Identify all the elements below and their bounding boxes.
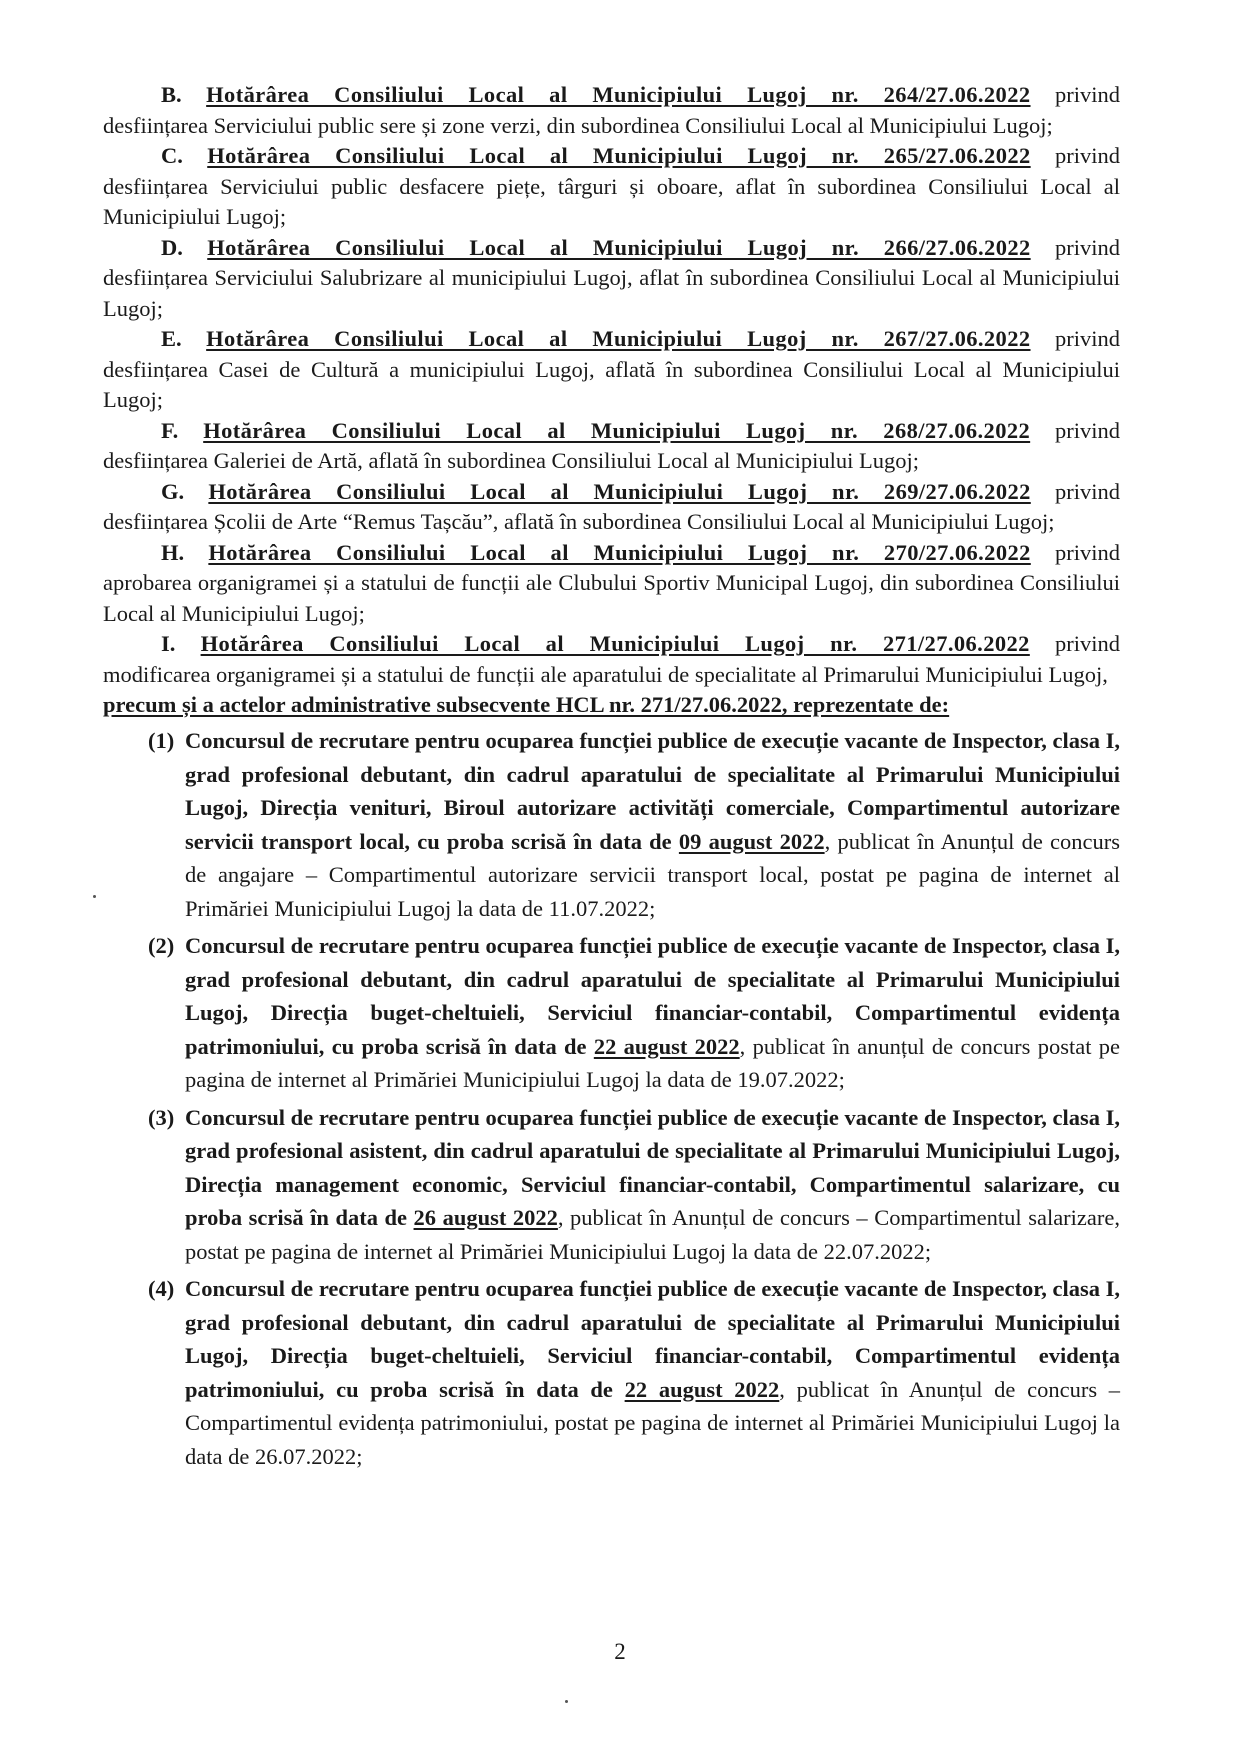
competition-item [103, 724, 1120, 925]
competition-item [103, 1101, 1120, 1269]
item-verb: privind [1055, 417, 1121, 443]
item-letter: E. [161, 326, 182, 351]
resolution-item [103, 416, 1120, 477]
resolution-reference: Hotărârea Consiliului Local al Municipiului Lugoj nr. 265/27.06.2022 [207, 143, 1031, 168]
competition-title: Concursul de recrutare pentru ocuparea funcției publice de execuție vacante de Inspector, clasa I, grad profesional asistent, din cadrul aparatului de specialitate al Primarului Municipiului Lugoj, Direcția management economic, Serviciul financiar-contabil, Compartimentul salarizare, cu proba scrisă în data de [185, 1104, 1120, 1230]
competition-details: , publicat în Anunțul de concurs – Compartimentul evidența patrimoniului, postat pe pagina de internet al Primăriei Municipiului Lugoj la data de 26.07.2022; [185, 1376, 1121, 1469]
item-letter: H. [161, 539, 185, 565]
scan-speck [93, 895, 96, 898]
competition-number: (4) [148, 1276, 175, 1301]
resolution-description: desființarea Serviciului public sere și zone verzi, din subordinea Consiliului Local al Municipiului Lugoj; [103, 112, 1053, 138]
section-heading: precum și a actelor administrative subsecvente HCL nr. 271/27.06.2022, reprezentate de: [103, 692, 950, 717]
competition-item [103, 929, 1120, 1097]
resolution-item [103, 324, 1120, 416]
competition-date: 26 august 2022 [413, 1205, 558, 1230]
page-number: 2 [614, 1639, 626, 1664]
resolution-item [103, 80, 1120, 141]
competition-number: (1) [148, 728, 175, 753]
item-verb: privind [1055, 478, 1120, 504]
resolution-description: modificarea organigramei și a statului de funcții ale aparatului de specialitate al Primarului Municipiului Lugoj, [103, 661, 1108, 687]
item-verb: privind [1055, 82, 1121, 107]
item-letter: F. [161, 417, 179, 443]
competition-item [103, 1272, 1120, 1473]
document-body [103, 80, 1120, 1473]
resolution-item [103, 629, 1120, 690]
resolution-reference: Hotărârea Consiliului Local al Municipiului Lugoj nr. 264/27.06.2022 [206, 82, 1031, 107]
resolution-reference: Hotărârea Consiliului Local al Municipiului Lugoj nr. 266/27.06.2022 [207, 234, 1031, 260]
resolution-description: aprobarea organigramei și a statului de funcții ale Clubului Sportiv Municipal Lugoj, din subordinea Consiliului Local al Municipiului Lugoj; [103, 570, 1120, 626]
resolution-description: desființarea Galeriei de Artă, aflată în subordinea Consiliului Local al Municipiului Lugoj; [103, 448, 920, 473]
competition-date: 22 august 2022 [624, 1376, 780, 1402]
competition-date: 09 august 2022 [678, 828, 825, 854]
resolution-item [103, 477, 1120, 538]
item-letter: I. [161, 631, 176, 656]
resolution-reference: Hotărârea Consiliului Local al Municipiului Lugoj nr. 271/27.06.2022 [200, 631, 1030, 656]
resolution-description: desființarea Serviciului Salubrizare al municipiului Lugoj, aflat în subordinea Consiliului Local al Municipiului Lugoj; [103, 265, 1120, 321]
competition-details: , publicat în Anunțul de concurs – Compartimentul salarizare, postat pe pagina de internet al Primăriei Municipiului Lugoj la data de 22.07.2022; [185, 1205, 1121, 1264]
resolution-reference: Hotărârea Consiliului Local al Municipiului Lugoj nr. 270/27.06.2022 [208, 539, 1031, 565]
item-verb: privind [1055, 326, 1121, 351]
competition-details: , publicat în anunțul de concurs postat pe pagina de internet al Primăriei Municipiului Lugoj la data de 19.07.2022; [185, 1033, 1120, 1092]
competition-number: (2) [148, 933, 175, 958]
resolution-reference: Hotărârea Consiliului Local al Municipiului Lugoj nr. 269/27.06.2022 [208, 478, 1031, 504]
item-letter: C. [161, 143, 183, 168]
resolution-description: desființarea Școlii de Arte “Remus Tașcău”, aflată în subordinea Consiliului Local al Municipiului Lugoj; [103, 509, 1055, 534]
item-verb: privind [1055, 143, 1120, 168]
competition-title: Concursul de recrutare pentru ocuparea funcției publice de execuție vacante de Inspector, clasa I, grad profesional debutant, din cadrul aparatului de specialitate al Primarului Municipiului Lugoj, Direcția buget-cheltuieli, Serviciul financiar-contabil, Compartimentul evidența patrimoniului, cu proba scrisă în data de [185, 1276, 1120, 1402]
item-letter: D. [161, 234, 183, 260]
item-verb: privind [1055, 234, 1120, 260]
resolution-item [103, 538, 1120, 630]
item-verb: privind [1055, 631, 1120, 656]
item-letter: B. [161, 82, 182, 107]
competition-date: 22 august 2022 [593, 1033, 740, 1059]
competition-title: Concursul de recrutare pentru ocuparea funcției publice de execuție vacante de Inspector, clasa I, grad profesional debutant, din cadrul aparatului de specialitate al Primarului Municipiului Lugoj, Direcția venituri, Biroul autorizare activități comerciale, Compartimentul autorizare servicii transport local, cu proba scrisă în data de [185, 728, 1120, 854]
competition-number: (3) [148, 1104, 175, 1130]
item-letter: G. [161, 478, 185, 504]
scan-speck [565, 1700, 568, 1703]
item-verb: privind [1055, 539, 1120, 565]
resolution-item [103, 141, 1120, 233]
competition-title: Concursul de recrutare pentru ocuparea funcției publice de execuție vacante de Inspector, clasa I, grad profesional debutant, din cadrul aparatului de specialitate al Primarului Municipiului Lugoj, Direcția buget-cheltuieli, Serviciul financiar-contabil, Compartimentul evidența patrimoniului, cu proba scrisă în data de [185, 933, 1120, 1059]
resolution-item [103, 233, 1120, 325]
competition-details: , publicat în Anunțul de concurs de angajare – Compartimentul autorizare servicii transport local, postat pe pagina de internet al Primăriei Municipiului Lugoj la data de 11.07.2022; [185, 828, 1121, 921]
resolution-reference: Hotărârea Consiliului Local al Municipiului Lugoj nr. 268/27.06.2022 [203, 417, 1031, 443]
resolution-description: desființarea Casei de Cultură a municipiului Lugoj, aflată în subordinea Consiliului Local al Municipiului Lugoj; [103, 356, 1120, 412]
resolution-description: desființarea Serviciului public desfacere piețe, târguri și oboare, aflat în subordinea Consiliului Local al Municipiului Lugoj; [103, 173, 1120, 229]
resolution-reference: Hotărârea Consiliului Local al Municipiului Lugoj nr. 267/27.06.2022 [206, 326, 1031, 351]
